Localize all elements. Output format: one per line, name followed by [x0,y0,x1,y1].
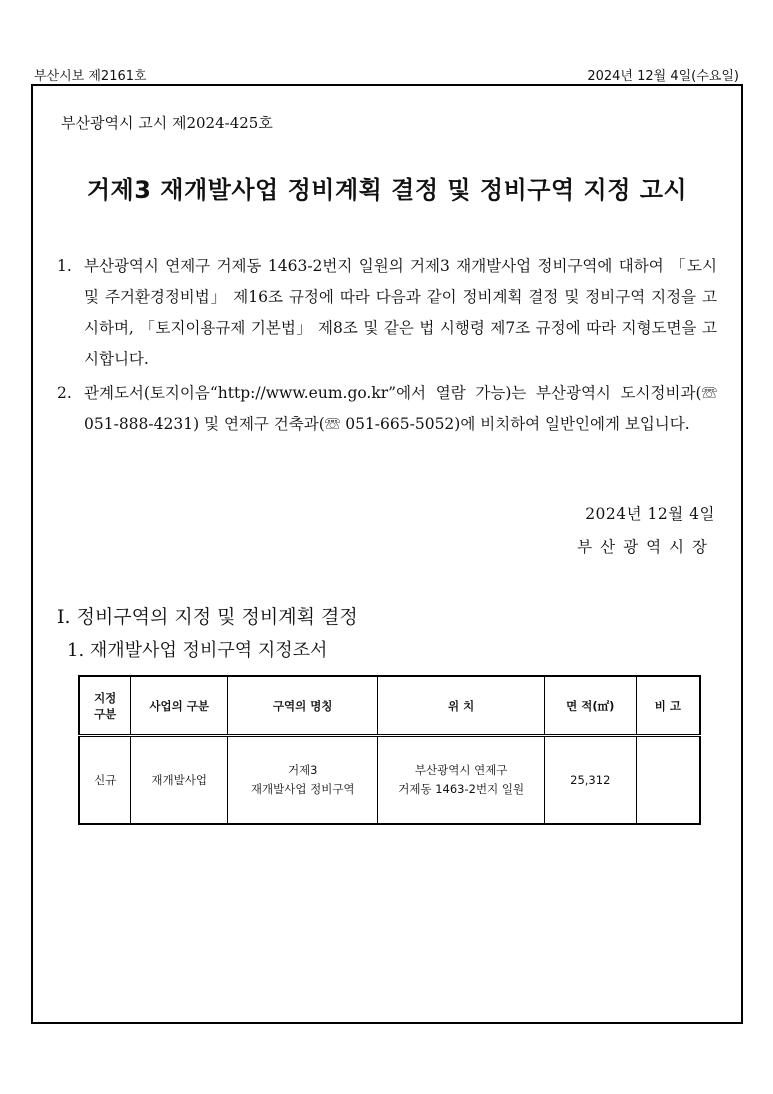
issuer-signature: 부산광역시장 [577,538,715,556]
notice-frame [31,84,743,1024]
cell-designation: 신규 [79,736,131,825]
notice-date: 2024년 12월 4일 [585,505,715,523]
cell-remarks [636,736,700,825]
gazette-header [31,62,741,86]
col-area-name: 구역의 명칭 [228,676,378,736]
cell-area: 25,312 [544,736,636,825]
cell-area-name: 거제3 재개발사업 정비구역 [228,736,378,825]
gazette-issue: 부산시보 제2161호 [34,69,147,84]
col-location: 위 치 [378,676,544,736]
paragraph-number: 1. [57,257,72,275]
paragraph-1 [57,251,717,375]
col-designation: 지정 구분 [79,676,131,736]
paragraph-text: 관계도서(토지이음“http://www.eum.go.kr”에서 열람 가능)는 부산광역시 도시정비과(☏ 051-888-4231) 및 연제구 건축과(☏ 051-665-5052)에 비치하여 일반인에게 보입니다. [84,384,717,433]
paragraph-number: 2. [57,384,72,402]
col-remarks: 비 고 [636,676,700,736]
cell-project-type: 재개발사업 [131,736,228,825]
gazette-date: 2024년 12월 4일(수요일) [587,69,739,84]
col-project-type: 사업의 구분 [131,676,228,736]
subsection-title: 1. 재개발사업 정비구역 지정조서 [67,640,328,661]
paragraph-2 [57,378,717,440]
table-header-row [79,676,700,736]
section-title: I. 정비구역의 지정 및 정비계획 결정 [57,606,358,628]
notice-number: 부산광역시 고시 제2024-425호 [61,114,273,132]
col-area: 면 적(㎡) [544,676,636,736]
table-row [79,736,700,825]
cell-location: 부산광역시 연제구 거제동 1463-2번지 일원 [378,736,544,825]
paragraph-text: 부산광역시 연제구 거제동 1463-2번지 일원의 거제3 재개발사업 정비구역에 대하여 「도시 및 주거환경정비법」 제16조 규정에 따라 다음과 같이 정비계획 결정 및 정비구역 지정을 고시하며, 「토지이용규제 기본법」 제8조 및 같은 법 시행령 제7조 규정에 따라 지형도면을 고시합니다. [84,257,717,368]
notice-title: 거제3 재개발사업 정비계획 결정 및 정비구역 지정 고시 [86,176,688,204]
designation-table [78,675,701,825]
